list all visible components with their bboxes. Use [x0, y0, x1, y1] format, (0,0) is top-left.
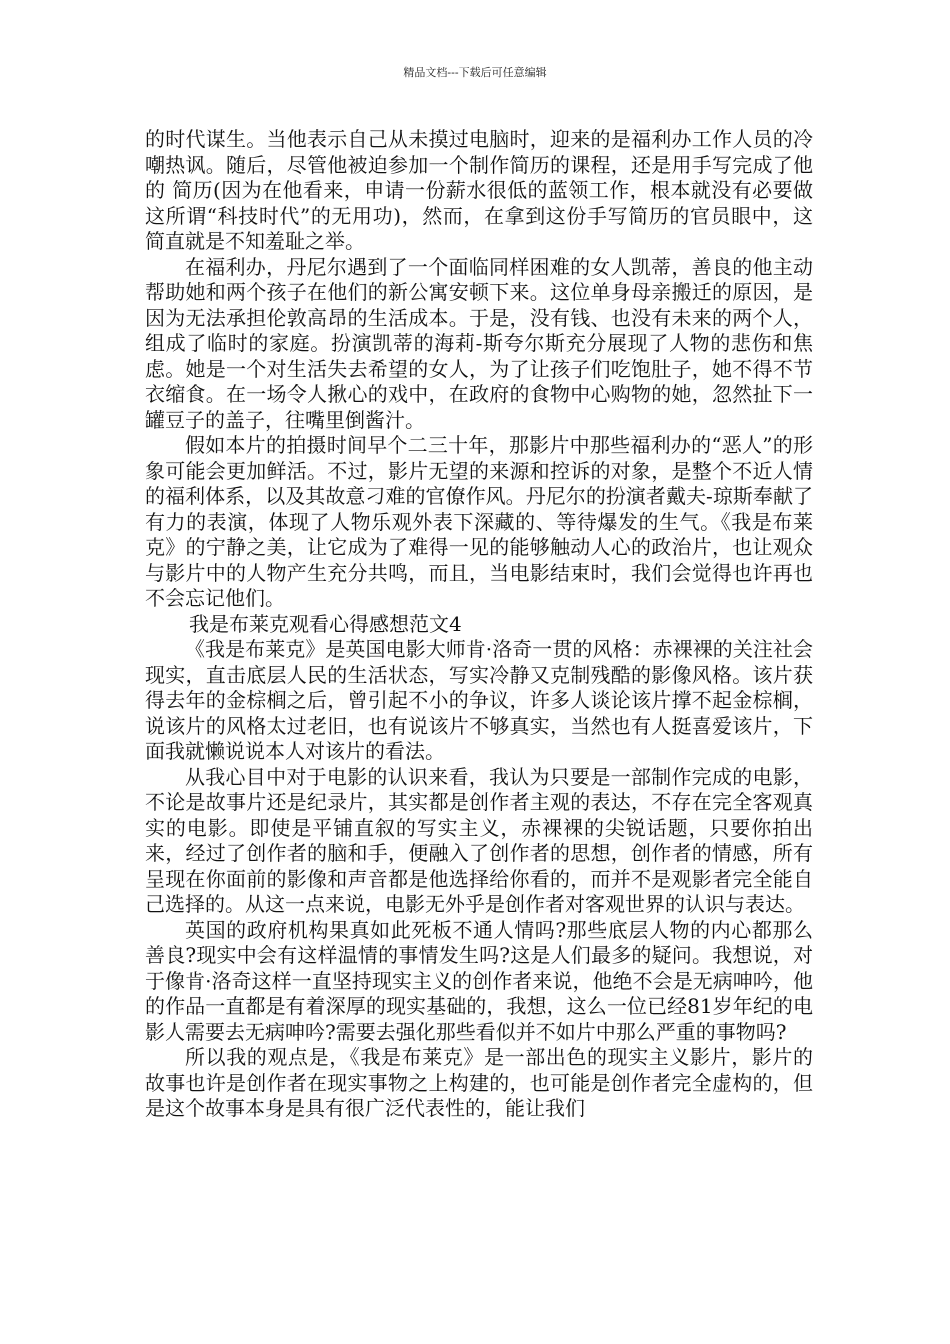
paragraph: 的时代谋生。当他表示自己从未摸过电脑时，迎来的是福利办工作人员的冷嘲热讽。随后，尽管他被迫参加一个制作简历的课程，还是用手写完成了他的 简历(因为在他看来，申请一份薪水很低的蓝领工作，根本就没有必要做这所谓“科技时代”的无用功)，然而，在拿到这份手写简历的官员眼中，这简直就是不知羞耻之举。	[145, 127, 813, 253]
paragraph: 假如本片的拍摄时间早个二三十年，那影片中那些福利办的“恶人”的形象可能会更加鲜活。不过，影片无望的来源和控诉的对象，是整个不近人情的福利体系，以及其故意刁难的官僚作风。丹尼尔的扮演者戴夫-琼斯奉献了有力的表演，体现了人物乐观外表下深藏的、等待爆发的生气。《我是布莱克》的宁静之美，让它成为了难得一见的能够触动人心的政治片，也让观众与影片中的人物产生充分共鸣，而且，当电影结束时，我们会觉得也许再也不会忘记他们。	[145, 433, 813, 610]
paragraph: 在福利办，丹尼尔遇到了一个面临同样困难的女人凯蒂，善良的他主动帮助她和两个孩子在他们的新公寓安顿下来。这位单身母亲搬迁的原因，是因为无法承担伦敦高昂的生活成本。于是，没有钱、也没有未来的两个人，组成了临时的家庭。扮演凯蒂的海莉-斯夸尔斯充分展现了人物的悲伤和焦虑。她是一个对生活失去希望的女人，为了让孩子们吃饱肚子，她不得不节衣缩食。在一场令人揪心的戏中，在政府的食物中心购物的她，忽然扯下一罐豆子的盖子，往嘴里倒酱汁。	[145, 254, 813, 432]
paragraph: 所以我的观点是，《我是布莱克》是一部出色的现实主义影片，影片的故事也许是创作者在现实事物之上构建的，也可能是创作者完全虚构的，但是这个故事本身是具有很广泛代表性的，能让我们	[145, 1045, 813, 1120]
page-header: 精品文档---下载后可任意编辑	[403, 66, 547, 79]
document-body	[145, 127, 813, 1122]
paragraph: 英国的政府机构果真如此死板不通人情吗?那些底层人物的内心都那么善良?现实中会有这样温情的事情发生吗?这是人们最多的疑问。我想说，对于像肯·洛奇这样一直坚持现实主义的创作者来说，他绝不会是无病呻吟，他的作品一直都是有着深厚的现实基础的，我想，这么一位已经81岁年纪的电影人需要去无病呻吟?需要去强化那些看似并不如片中那么严重的事物吗?	[145, 917, 813, 1044]
section-heading: 我是布莱克观看心得感想范文4	[189, 611, 462, 636]
paragraph: 《我是布莱克》是英国电影大师肯·洛奇一贯的风格：赤裸裸的关注社会现实，直击底层人民的生活状态，写实冷静又克制残酷的影像风格。该片获得去年的金棕榈之后，曾引起不小的争议，许多人谈论该片撑不起金棕榈，说该片的风格太过老旧，也有说该片不够真实，当然也有人挺喜爱该片，下面我就懒说说本人对该片的看法。	[145, 637, 813, 763]
paragraph: 从我心目中对于电影的认识来看，我认为只要是一部制作完成的电影，不论是故事片还是纪录片，其实都是创作者主观的表达，不存在完全客观真实的电影。即使是平铺直叙的写实主义，赤裸裸的尖锐话题，只要你拍出来，经过了创作者的脑和手，便融入了创作者的思想，创作者的情感，所有呈现在你面前的影像和声音都是他选择给你看的，而并不是观影者完全能自己选择的。从这一点来说，电影无外乎是创作者对客观世界的认识与表达。	[145, 764, 813, 916]
